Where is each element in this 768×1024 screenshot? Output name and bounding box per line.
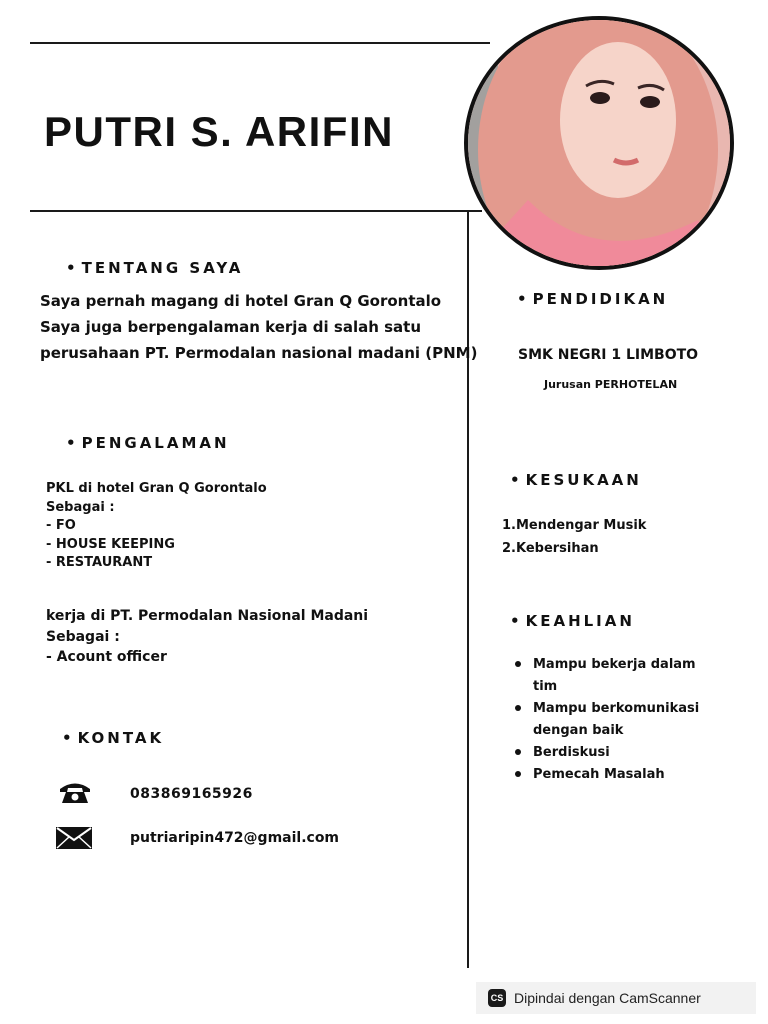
skill-item: Mampu berkomunikasi dengan baik bbox=[513, 698, 713, 742]
experience-line: - Acount officer bbox=[46, 649, 167, 665]
photo-illustration bbox=[468, 20, 730, 266]
header-bottom-rule bbox=[30, 210, 482, 212]
person-name: PUTRI S. ARIFIN bbox=[44, 108, 394, 155]
school-name: SMK NEGRI 1 LIMBOTO bbox=[518, 347, 699, 363]
experience-line: Sebagai : bbox=[46, 499, 115, 515]
experience-line: PKL di hotel Gran Q Gorontalo bbox=[46, 481, 267, 496]
experience-block-2 bbox=[46, 606, 368, 668]
contact-heading: • KONTAK bbox=[62, 729, 165, 747]
phone-number: 083869165926 bbox=[130, 786, 253, 802]
hobby-item: 1.Mendengar Musik bbox=[502, 518, 647, 533]
experience-line: - HOUSE KEEPING bbox=[46, 536, 175, 552]
experience-heading: • PENGALAMAN bbox=[66, 434, 230, 452]
about-line: perusahaan PT. Permodalan nasional madani (PNM) bbox=[40, 344, 478, 362]
email-address[interactable]: putriaripin472@gmail.com bbox=[130, 830, 340, 846]
camscanner-badge bbox=[476, 982, 756, 1014]
camscanner-logo-icon: CS bbox=[488, 989, 506, 1007]
skills-heading: • KEAHLIAN bbox=[510, 612, 635, 630]
about-line: Saya juga berpengalaman kerja di salah satu bbox=[40, 318, 422, 336]
hobbies-list bbox=[502, 514, 646, 560]
experience-line: - RESTAURANT bbox=[46, 555, 153, 570]
telephone-icon bbox=[58, 780, 92, 804]
hobbies-heading: • KESUKAAN bbox=[510, 471, 642, 489]
envelope-icon bbox=[56, 827, 92, 849]
skill-item: Mampu bekerja dalam tim bbox=[513, 654, 713, 698]
hobby-item: 2.Kebersihan bbox=[502, 541, 599, 556]
camscanner-text: Dipindai dengan CamScanner bbox=[514, 990, 701, 1006]
education-heading: • PENDIDIKAN bbox=[517, 290, 669, 308]
skill-item: Pemecah Masalah bbox=[513, 764, 713, 786]
header-top-rule bbox=[30, 42, 490, 44]
profile-photo bbox=[464, 16, 734, 270]
experience-line: - FO bbox=[46, 518, 76, 533]
about-heading: • TENTANG SAYA bbox=[66, 259, 244, 277]
experience-line: Sebagai : bbox=[46, 628, 120, 645]
skill-item: Berdiskusi bbox=[513, 742, 713, 764]
experience-block-1 bbox=[46, 480, 267, 573]
about-line: Saya pernah magang di hotel Gran Q Gorontalo bbox=[40, 292, 442, 310]
skills-list bbox=[513, 654, 713, 786]
about-text bbox=[40, 288, 477, 366]
school-major: Jurusan PERHOTELAN bbox=[544, 378, 678, 391]
experience-line: kerja di PT. Permodalan Nasional Madani bbox=[46, 608, 369, 624]
